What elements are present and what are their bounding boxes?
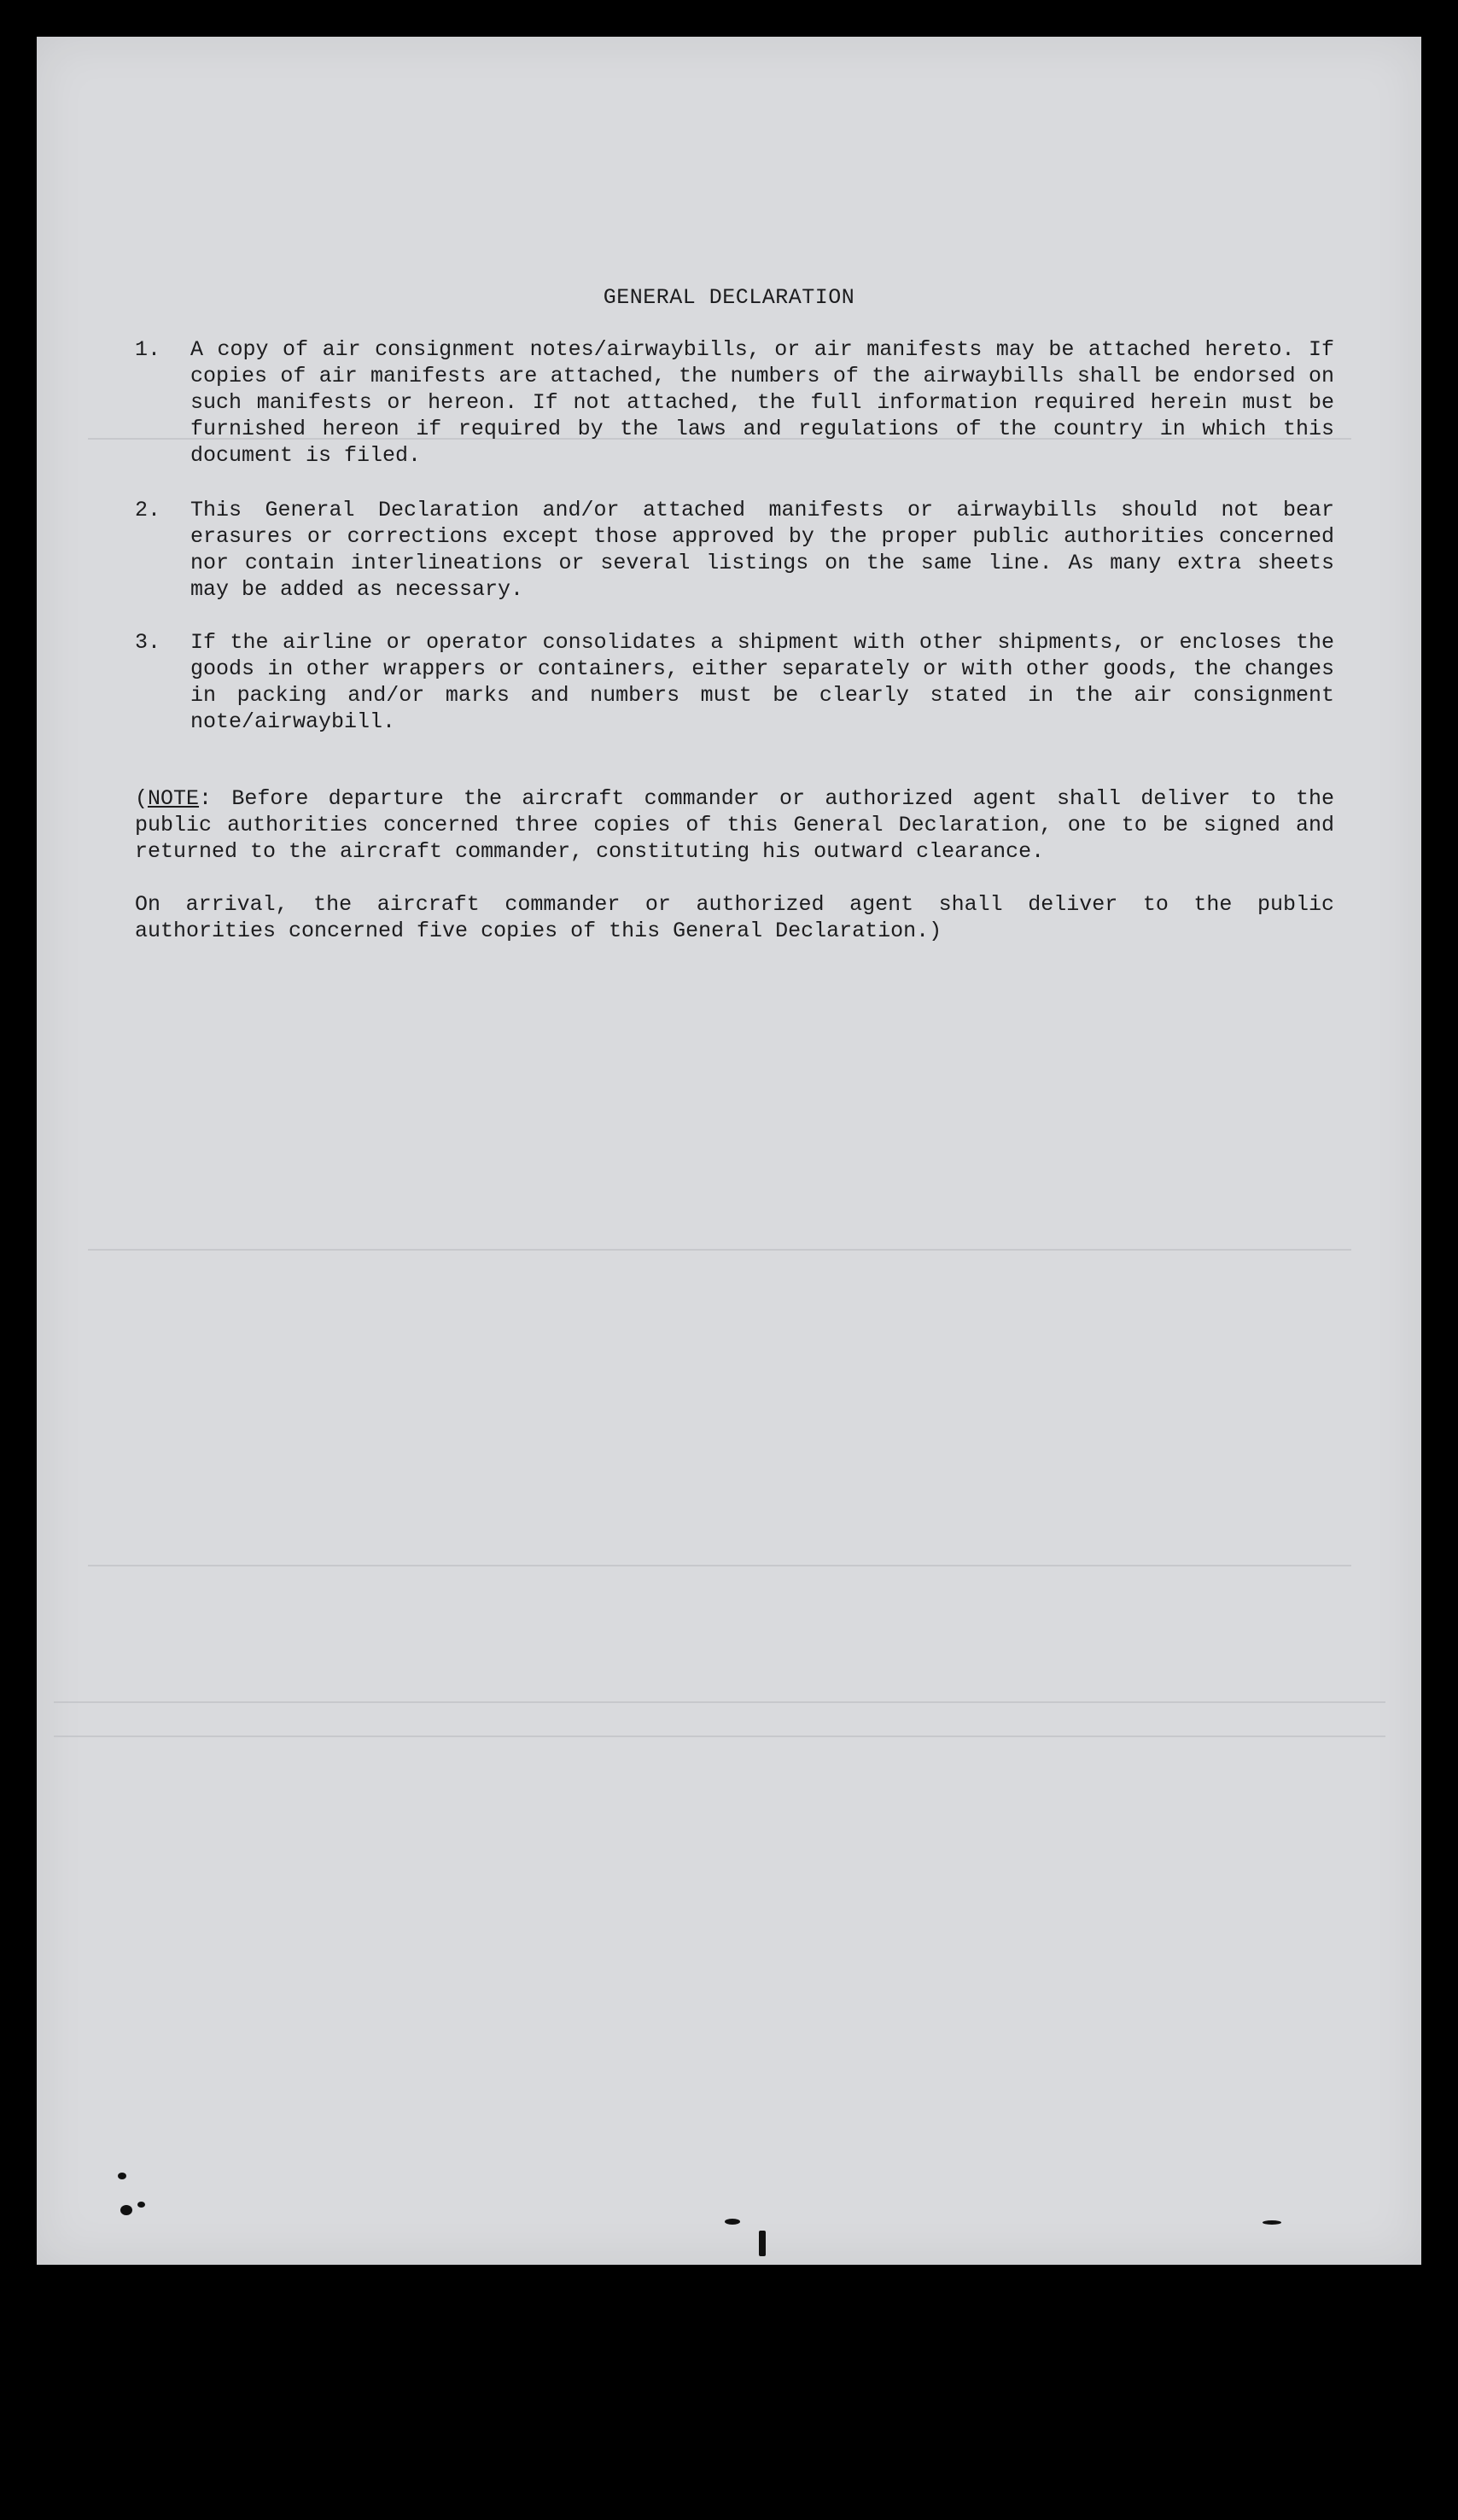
- document-page: [37, 37, 1421, 2265]
- item-text: This General Declaration and/or attached manifests or airwaybills should not bear erasures or corrections except those approved by the proper public authorities concerned nor contain interlineations or several listings on the same line. As many extra sheets may be added as necessary.: [190, 498, 1334, 602]
- dust-speck: [1263, 2220, 1281, 2225]
- dust-speck: [725, 2219, 740, 2225]
- item-number: 1.: [135, 337, 161, 362]
- item-number: 2.: [135, 498, 161, 522]
- list-item: [135, 629, 1334, 736]
- departure-note: [135, 785, 1334, 865]
- item-number: 3.: [135, 630, 161, 655]
- note-label: NOTE: [148, 786, 200, 811]
- document-content: [37, 37, 1421, 2265]
- dust-speck: [118, 2173, 126, 2179]
- dust-speck: [759, 2231, 766, 2256]
- list-item: [135, 336, 1334, 468]
- list-item: [135, 497, 1334, 604]
- document-title: GENERAL DECLARATION: [603, 285, 855, 310]
- note-text: : Before departure the aircraft commander or authorized agent shall deliver to the public authorities concerned three copies of this General Declaration, one to be signed and returned to the aircraft commander, constituting his outward clearance.: [135, 786, 1334, 864]
- dust-speck: [137, 2202, 145, 2208]
- item-text: A copy of air consignment notes/airwaybills, or air manifests may be attached hereto. If copies of air manifests are attached, the numbers of the airwaybills shall be endorsed on such manifests or hereon. If not attached, the full information required herein must be furnished hereon if required by the laws and regulations of the country in which this document is filed.: [190, 337, 1334, 468]
- dust-speck: [120, 2205, 132, 2215]
- note-open-paren: (: [135, 786, 149, 811]
- arrival-note: On arrival, the aircraft commander or authorized agent shall deliver to the public authorities concerned five copies of this General Declaration.): [135, 892, 1334, 943]
- item-text: If the airline or operator consolidates a shipment with other shipments, or encloses the goods in other wrappers or containers, either separately or with other goods, the changes in packing and/or marks and numbers must be clearly stated in the air consignment note/airwaybill.: [190, 630, 1334, 734]
